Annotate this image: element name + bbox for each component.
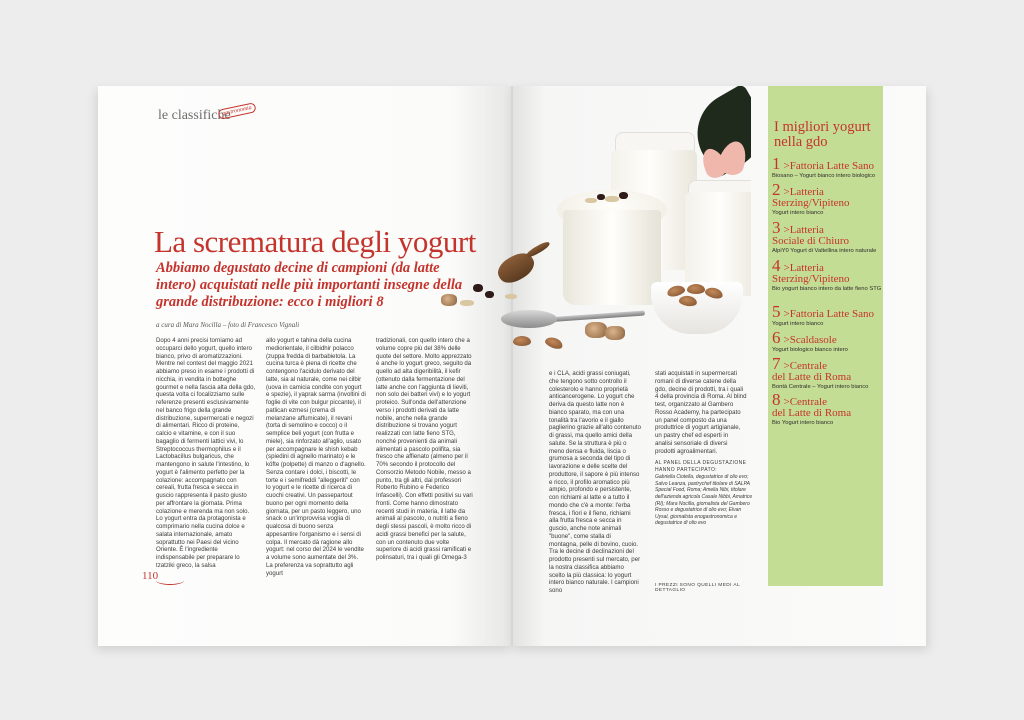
rank-number: 1: [772, 154, 781, 173]
wooden-scoop-handle: [525, 240, 551, 259]
body-column-5: stati acquistati in supermercati romani di diverse catene della gdo, decine di prodotti, tra i quali 4 della provincia di Roma. Al blind test, organizzato al Gambero Rosso Academy, ha partecipato un panel composto da una produttrice di yogurt artigianale, un pastry chef ed esperti in analisi sensoriale di diversi prodotti agroalimentari.: [655, 370, 747, 455]
ranking-item-8: [772, 392, 882, 427]
product-description: Yogurt intero bianco: [772, 210, 824, 216]
ranking-item-6: [772, 330, 882, 354]
walnut: [585, 322, 607, 338]
product-description: AlpiY0 Yogurt di Valtellina intero naturale: [772, 248, 877, 254]
article-headline: La scrematura degli yogurt: [154, 224, 476, 259]
body-column-3: tradizionali, con quello intero che a volume copre più del 38% delle quote del settore. Molto apprezzato è anche lo yogurt greco, seguito da quello ad alta digeribilità, il kefir (ottenuto dalla fermentazione del latte anche con l'aggiunta di lieviti, non solo dei batteri vivi) e lo yogurt proteico. Sull'onda dell'attenzione verso i prodotti derivati da latte nobile, anche nella grande distribuzione si trovano yogurt realizzati con latte fieno STG, nonché provenienti da animali alimentati a pascolo polifita, sia fresco che affienato (almeno per il 70% secondo il protocollo del Consorzio Metodo Nobile, messo a punto, tra gli altri, dai professori Roberto Rubino e Federico Infascelli). Con effetti positivi su vari fronti. Come hanno dimostrato recenti studi in materia, il latte da animali al pascolo, o nutriti a fieno degli stessi pascoli, è molto ricco di acidi grassi benefici per la salute, con un contenuto due volte superiore di acidi grassi ramificati e polinsaturi, tra i quali gli Omega-3: [376, 337, 473, 561]
producer-name: >Centrale: [783, 360, 827, 372]
granola-raisin: [619, 192, 628, 199]
producer-name-line-2: Sociale di Chiuro: [772, 235, 849, 247]
ranking-item-3: [772, 220, 882, 255]
ranking-item-4: [772, 258, 882, 293]
rank-number: 2: [772, 180, 781, 199]
product-description: Yogurt intero bianco: [772, 321, 824, 327]
rank-number: 8: [772, 390, 781, 409]
raisin: [485, 291, 494, 298]
oat-flake: [460, 300, 474, 306]
product-description: Yogurt biologico bianco intero: [772, 347, 848, 353]
walnut: [605, 326, 625, 340]
ranking-item-2: [772, 182, 882, 217]
product-description: Bontà Centrale – Yogurt intero bianco: [772, 384, 869, 390]
ranking-sidebar: [768, 86, 883, 586]
producer-name: >Scaldasole: [783, 334, 837, 346]
producer-name: >Fattoria Latte Sano: [783, 308, 875, 320]
walnut: [441, 294, 457, 306]
panel-credits: [655, 460, 755, 527]
producer-name: >Latteria: [783, 224, 824, 236]
panel-credits-text: Gabriella Ciotella, degustatrice di olio evo; Salvo Leanza, pastrychef titolare di SALPA Special Food, Roma; Amelia Nibi, titolare dell'azienda agricola Casale Nibbi, Amatrice (RI); Mara Nocilla, giornalista del Gambero Rosso e degustatrice di olio evo; Elvan Uysal, giornalista enogastronomica e degustatrice di olio evo: [655, 474, 753, 527]
rank-number: 4: [772, 256, 781, 275]
body-column-2: allo yogurt e tahina della cucina mediorientale, il cilbidhir polacco (zuppa fredda di barbabietola. La cucina turca è piena di ricette che contengono l'acidulo derivato del latte, sia al naturale, come nei cilbir (uova in camicia condite con yogurt e spezie), il yaprak sarma (involtini di foglie di vite con bulgur piccante), il patlican ezmesi (crema di melanzane affumicate), il revani (torta di semolino e cocco) o il semplice beli yogurt (con frutta e miele), sia rinforzato all'aglio, usato per accompagnare le shish kebab (spiedini di agnello marinato) e le köfte (polpette) di manzo o d'agnello. Senza contare i dolci, i biscotti, le torte e i semifreddi "alleggeriti" con lo yogurt e le ricette di ricerca di cuochi creativi. Un passepartout buono per ogni momento della giornata, per un pasto leggero, uno snack o un'improvvisa voglia di qualcosa di buono senza appesantire l'organismo e i sensi di colpa. Il mercato dà ragione allo yogurt: nel corso del 2024 le vendite a volume sono aumentate del 3%. La preferenza va soprattutto agli yogurt: [266, 337, 366, 577]
almond: [687, 284, 705, 294]
prices-note: I PREZZI SONO QUELLI MEDI AL DETTAGLIO: [655, 583, 740, 593]
body-column-1: Dopo 4 anni precisi torniamo ad occuparci dello yogurt, quello intero bianco, privo di aromatizzazioni. Mentre nel contest del maggio 2021 abbiamo preso in esame i prodotti di nicchia, in vendita in botteghe gourmet e nella fascia alta della gdo, questa volta ci focalizziamo sulle referenze presenti esclusivamente nel banco frigo della grande distribuzione, supermercati e negozi di alimentari. Ricco di proteine, calcio e vitamine, e con il suo bagaglio di fermenti lattici vivi, lo Streptococcus thermophilus e il Lactobacillus bulgaricus, che mantengono in salute l'intestino, lo yogurt è l'alimento perfetto per la colazione: accompagnato con cereali, frutta fresca e secca in guscio rappresenta il pasto giusto per affrontare la giornata. Prima colazione e merenda ma non solo. Lo yogurt entra da protagonista e comprimario nella cucina dolce e salata internazionale, amato soprattutto nei Paesi del vicino Oriente. È l'ingrediente indispensabile per preparare lo tzatziki greco, la salsa: [156, 337, 256, 569]
ranking-item-1: [772, 156, 882, 180]
article-subheadline: Abbiamo degustato decine di campioni (da latte intero) acquistati nelle più importanti insegne della grande distribuzione: ecco i migliori 8: [156, 260, 463, 310]
ranking-item-5: [772, 304, 882, 328]
panel-credits-caption: AL PANEL DELLA DEGUSTAZIONE HANNO PARTECIPATO:: [655, 460, 747, 473]
rank-number: 5: [772, 302, 781, 321]
producer-name: >Fattoria Latte Sano: [783, 160, 875, 172]
producer-name: >Centrale: [783, 396, 827, 408]
producer-name: >Latteria: [783, 186, 824, 198]
rank-number: 6: [772, 328, 781, 347]
page-number: 110: [142, 570, 159, 582]
yogurt-cup-icon: [563, 210, 661, 305]
oat-flake: [505, 294, 517, 299]
page-number-swirl: [156, 576, 184, 585]
spoon-handle: [545, 311, 645, 323]
ranking-title: I migliori yogurt nella gdo: [774, 119, 871, 150]
section-tag: le classifiche: [158, 108, 231, 123]
granola-oat: [585, 198, 597, 203]
rank-number: 7: [772, 354, 781, 373]
section-badge: gastronomia: [217, 102, 256, 120]
product-description: Biosano – Yogurt bianco intero biologico: [772, 173, 876, 179]
raisin: [473, 284, 483, 292]
ranking-item-7: [772, 356, 882, 391]
producer-name: >Latteria: [783, 262, 824, 274]
product-description: Bio Yogurt intero bianco: [772, 420, 834, 426]
body-column-4: e i CLA, acidi grassi coniugati, che tengono sotto controllo il colesterolo e hanno proprietà anticancerogene. Lo yogurt che deriva da questo latte non è bianco sparato, ma con una tonalità tra l'avorio e il giallo paglierino grazie all'alto contenuto di grassi, ma quello amici della salute. Se la struttura è più o meno densa e fluida, liscia o grumosa a seconda del tipo di lavorazione e delle scelte del produttore, il sapore è più intenso e ricco, il profilo aromatico più ampio, profondo e persistente, con richiami al latte e a tutto il mondo che c'è a monte: l'erba fresca, i fiori e il fieno, richiami alla frutta fresca e secca in guscio, anche note animali "buone", come stalla di montagna, pelle di bovino, cuoio. Tra le decine di declinazioni del prodotto presenti sul mercato, per la nostra classifica abbiamo scelto la più classica: lo yogurt intero bianco naturale. I campioni sono: [549, 370, 641, 594]
spoon-icon: [501, 310, 557, 328]
producer-name-line-2: Sterzing/Vipiteno: [772, 273, 850, 285]
article-byline: a cura di Mara Nocilla – foto di Francesco Vignali: [156, 321, 300, 329]
almond: [544, 335, 564, 351]
granola-icon: [605, 196, 619, 202]
rank-number: 3: [772, 218, 781, 237]
yogurt-photo: [405, 86, 751, 356]
granola-raisin: [597, 194, 605, 200]
almond: [513, 336, 531, 346]
small-jar-icon: [685, 192, 751, 296]
product-description: Bio yogurt bianco intero da latte fieno STG: [772, 286, 882, 292]
producer-name-line-2: Sterzing/Vipiteno: [772, 197, 850, 209]
producer-name-line-2: del Latte di Roma: [772, 371, 852, 383]
producer-name-line-2: del Latte di Roma: [772, 407, 852, 419]
